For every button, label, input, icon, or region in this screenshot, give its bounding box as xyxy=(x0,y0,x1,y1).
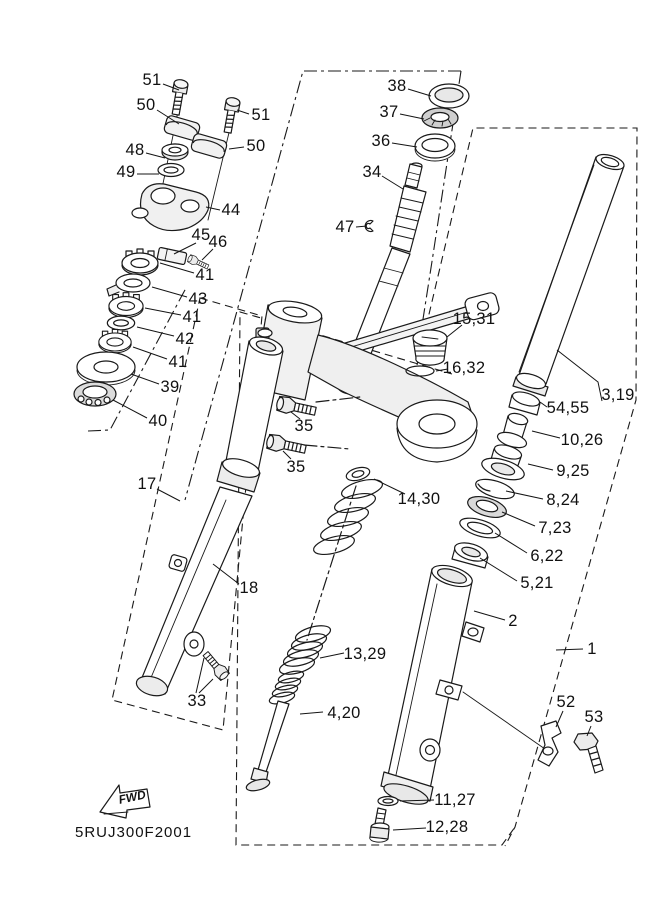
ring-nut-41-a xyxy=(122,249,158,275)
leader-line xyxy=(196,658,204,693)
nut-48 xyxy=(162,144,188,160)
upper-bracket-44 xyxy=(132,184,209,231)
leader-line xyxy=(152,287,187,297)
callout-label: 35 xyxy=(294,417,314,435)
leader-line xyxy=(480,558,517,581)
callout-label: 43 xyxy=(188,290,208,308)
leader-line xyxy=(392,143,417,147)
leader-line xyxy=(502,512,535,526)
callout-label: 11,27 xyxy=(434,791,476,809)
leader-line xyxy=(229,147,244,149)
leader-line xyxy=(532,431,560,438)
callout-label: 16,32 xyxy=(442,359,486,377)
callout-label: 8,24 xyxy=(546,491,580,509)
callout-label: 18 xyxy=(239,579,259,597)
ring-nut-41-b xyxy=(109,293,143,318)
callout-label: 42 xyxy=(175,330,195,348)
callout-label: 14,30 xyxy=(397,490,441,508)
leader-line xyxy=(137,327,174,336)
fwd-label: FWD xyxy=(117,787,147,807)
leader-line xyxy=(382,176,403,189)
bearing-race-38 xyxy=(429,84,469,108)
bearing-race-36 xyxy=(415,134,455,161)
callout-label: 7,23 xyxy=(538,519,572,537)
callout-label: 49 xyxy=(116,163,136,181)
ring-nut-41-c xyxy=(99,329,131,352)
leader-line xyxy=(160,263,194,273)
fork-assembly-1-box xyxy=(417,128,637,846)
callout-label: 54,55 xyxy=(546,399,590,417)
callout-label: 46 xyxy=(208,233,228,251)
callout-label: 2 xyxy=(508,612,518,630)
callout-label: 35 xyxy=(286,458,306,476)
leader-line xyxy=(393,828,426,830)
fork-lower-tube xyxy=(139,487,252,694)
oil-seal-7-23 xyxy=(465,493,509,522)
callout-label: 51 xyxy=(142,71,162,89)
bolt-51-left xyxy=(169,79,189,116)
leader-line xyxy=(133,347,167,359)
callout-label: 38 xyxy=(387,77,407,95)
callout-label: 50 xyxy=(136,96,156,114)
callout-label: 17 xyxy=(137,475,157,493)
rebound-spring-13-29 xyxy=(278,623,332,678)
leader-line xyxy=(145,308,181,315)
callout-label: 53 xyxy=(584,708,604,726)
leader-line xyxy=(320,653,344,658)
callout-label: 52 xyxy=(556,693,576,711)
callout-label: 1 xyxy=(587,640,597,658)
outer-tube-2 xyxy=(381,561,484,808)
leader-line xyxy=(556,711,563,727)
leader-line xyxy=(113,400,147,418)
leader-line xyxy=(528,464,553,470)
damper-and-springs xyxy=(245,465,384,793)
leader-line xyxy=(300,712,323,714)
fork-spring xyxy=(312,476,385,558)
callout-label: 13,29 xyxy=(343,645,387,663)
callout-label: 48 xyxy=(125,141,145,159)
callout-label: 50 xyxy=(246,137,266,155)
brake-hose-bracket-52 xyxy=(538,721,561,766)
callout-label: 47 xyxy=(335,218,355,236)
diagram-code: 5RUJ300F2001 xyxy=(75,824,193,841)
callout-label: 37 xyxy=(379,103,399,121)
callout-label: 41 xyxy=(168,353,188,371)
callout-label: 15,31 xyxy=(452,310,496,328)
leader-line xyxy=(495,533,527,553)
damper-rod-4-20 xyxy=(245,669,305,793)
callout-label: 41 xyxy=(182,308,202,326)
leader-line xyxy=(556,649,583,650)
leader-line xyxy=(199,679,213,693)
callout-label: 41 xyxy=(195,266,215,284)
left-fork-leg xyxy=(134,329,284,699)
leader-line xyxy=(157,489,180,501)
bearing-40 xyxy=(74,382,116,406)
callout-label: 51 xyxy=(251,106,271,124)
clamp-50-lower xyxy=(190,133,228,160)
fork-upper-tube-18 xyxy=(225,341,283,476)
callout-label: 5,21 xyxy=(520,574,554,592)
callout-label: 33 xyxy=(187,692,207,710)
bolt-53 xyxy=(574,733,603,773)
seal-spacer-9-25 xyxy=(479,442,526,484)
washer-42 xyxy=(107,316,134,330)
leader-line xyxy=(557,350,602,401)
washer-49 xyxy=(158,164,184,177)
bolt-51-right xyxy=(221,97,241,134)
bolt-12-28 xyxy=(370,808,389,842)
leader-line xyxy=(408,89,431,96)
callout-label: 44 xyxy=(221,201,241,219)
callout-label: 34 xyxy=(362,163,382,181)
bearing-37 xyxy=(422,108,458,128)
callout-label: 3,19 xyxy=(601,386,635,404)
callout-label: 45 xyxy=(191,226,211,244)
bearing-cover-39 xyxy=(77,352,135,385)
leader-line xyxy=(474,611,505,620)
callout-label: 39 xyxy=(160,378,180,396)
gasket-11-27 xyxy=(378,797,398,806)
leader-line xyxy=(400,114,424,119)
callout-label: 9,25 xyxy=(556,462,590,480)
callout-label: 6,22 xyxy=(530,547,564,565)
callout-label: 40 xyxy=(148,412,168,430)
dust-seal-5-21 xyxy=(452,539,490,568)
bolt-33 xyxy=(201,650,231,682)
seal-washer-6-22 xyxy=(458,514,503,542)
callout-label: 12,28 xyxy=(425,818,469,836)
callout-label: 36 xyxy=(371,132,391,150)
callout-label: 4,20 xyxy=(327,704,361,722)
callout-label: 10,26 xyxy=(560,431,604,449)
